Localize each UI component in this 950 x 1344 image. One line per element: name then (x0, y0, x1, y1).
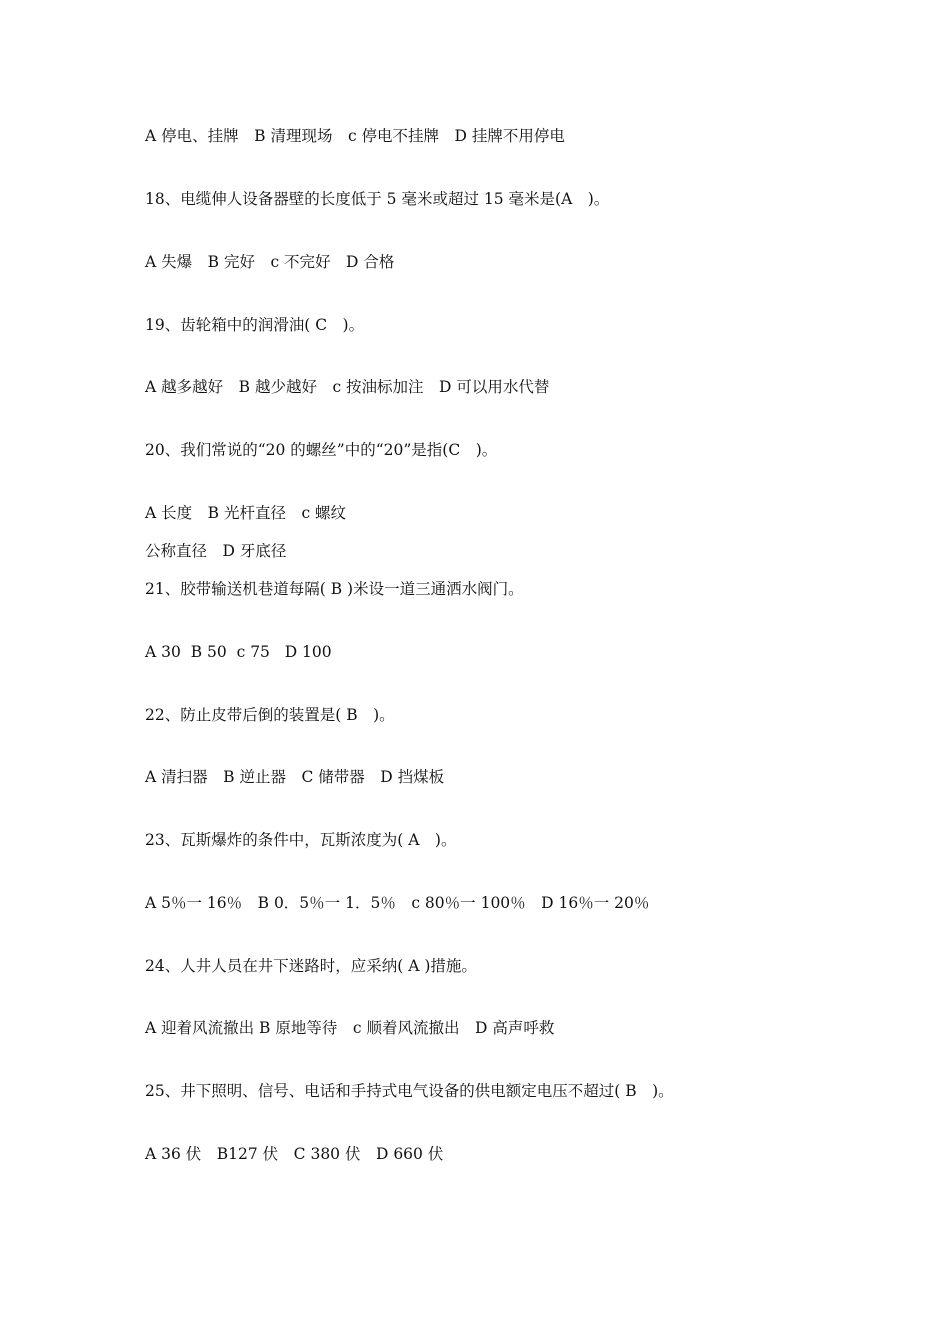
q18-options: A 失爆 B 完好 c 不完好 D 合格 (145, 253, 395, 271)
q24-question: 24、人井人员在井下迷路时，应采纳( A )措施。 (145, 957, 477, 975)
q18-question: 18、电缆伸人设备器壁的长度低于 5 毫米或超过 15 毫米是(A )。 (145, 190, 610, 208)
q23-options: A 5％一 16％ B 0．5％一 1．5％ c 80％一 100％ D 16％一 20％ (145, 894, 650, 912)
q23-question: 23、瓦斯爆炸的条件中，瓦斯浓度为( A )。 (145, 831, 457, 849)
q21-question: 21、胶带输送机巷道每隔( B )米设一道三通洒水阀门。 (145, 580, 524, 598)
q21-options: A 30 B 50 c 75 D 100 (145, 643, 332, 661)
q17-options: A 停电、挂牌 B 清理现场 c 停电不挂牌 D 挂牌不用停电 (145, 127, 565, 145)
q25-options: A 36 伏 B127 伏 C 380 伏 D 660 伏 (145, 1145, 444, 1163)
q24-options: A 迎着风流撤出 B 原地等待 c 顺着风流撤出 D 高声呼救 (145, 1019, 555, 1037)
q20-question: 20、我们常说的“20 的螺丝”中的“20”是指(C )。 (145, 441, 498, 459)
q22-question: 22、防止皮带后倒的装置是( B )。 (145, 706, 395, 724)
q20-options-line2: 公称直径 D 牙底径 (145, 542, 287, 560)
q22-options: A 清扫器 B 逆止器 C 储带器 D 挡煤板 (145, 768, 445, 786)
q20-options-line1: A 长度 B 光杆直径 c 螺纹 (145, 504, 347, 522)
q19-options: A 越多越好 B 越少越好 c 按油标加注 D 可以用水代替 (145, 378, 550, 396)
q25-question: 25、井下照明、信号、电话和手持式电气设备的供电额定电压不超过( B )。 (145, 1082, 674, 1100)
q19-question: 19、齿轮箱中的润滑油( C )。 (145, 316, 365, 334)
